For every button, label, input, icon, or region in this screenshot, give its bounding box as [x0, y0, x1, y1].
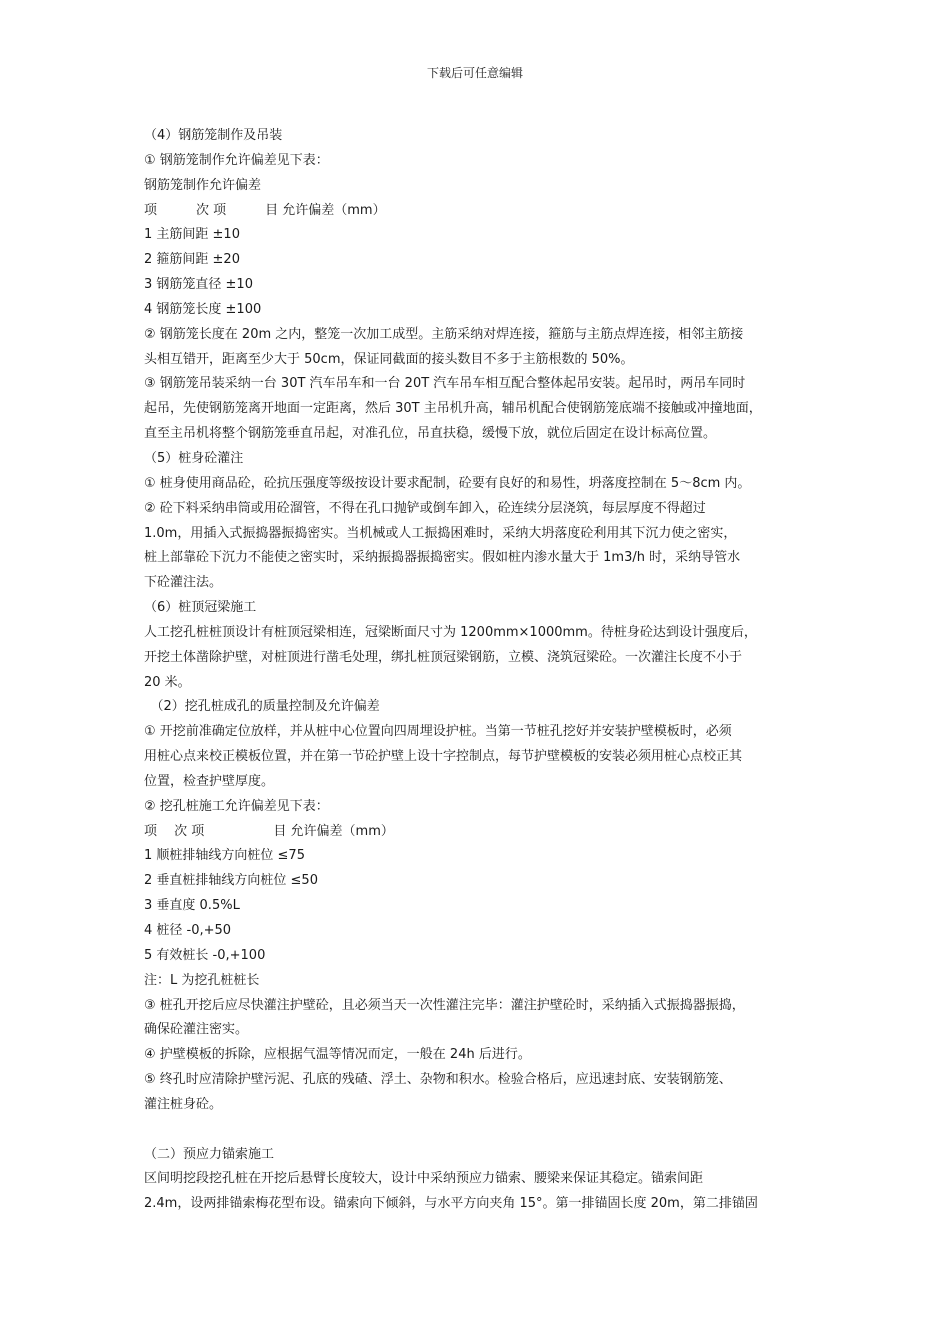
- page-header: 下载后可任意编辑: [426, 66, 523, 80]
- text-line: 1.0m，用插入式振捣器振捣密实。当机械或人工振捣困难时，采纳大坍落度砼利用其下沉力使之密实，: [144, 525, 737, 541]
- text-line: 项 次 项 目 允许偏差（mm）: [144, 823, 394, 839]
- text-line: 项 次 项 目 允许偏差（mm）: [144, 202, 386, 218]
- text-line: ⑤ 终孔时应清除护壁污泥、孔底的残碴、浮土、杂物和积水。检验合格后，应迅速封底、安装钢筋笼、: [144, 1072, 732, 1088]
- text-line: 钢筋笼制作允许偏差: [144, 177, 262, 193]
- text-line: 用桩心点来校正模板位置，并在第一节砼护壁上设十字控制点，每节护壁模板的安装必须用桩心点校正其: [144, 749, 743, 765]
- text-line: 注：L 为挖孔桩桩长: [144, 972, 260, 988]
- text-line: ② 砼下料采纳串筒或用砼溜管，不得在孔口抛铲或倒车卸入，砼连续分层浇筑，每层厚度不得超过: [144, 500, 706, 516]
- text-line: 4 钢筋笼长度 ±100: [144, 301, 262, 317]
- text-line: 5 有效桩长 -0,+100: [144, 947, 266, 963]
- text-line: 2.4m，设两排锚索梅花型布设。锚索向下倾斜，与水平方向夹角 15°。第一排锚固长度 20m，第二排锚固: [144, 1196, 758, 1212]
- document-body: [144, 124, 824, 1217]
- text-line: 下砼灌注法。: [144, 575, 223, 591]
- text-line: （5）桩身砼灌注: [144, 450, 244, 466]
- text-line: 20 米。: [144, 674, 191, 690]
- text-line: 桩上部靠砼下沉力不能使之密实时，采纳振捣器振捣密实。假如桩内渗水量大于 1m3/h 时，采纳导管水: [144, 550, 741, 566]
- text-line: 1 主筋间距 ±10: [144, 227, 240, 243]
- text-line: ① 开挖前准确定位放样，并从桩中心位置向四周埋设护桩。当第一节桩孔挖好并安装护壁模板时，必须: [144, 724, 732, 740]
- text-line: ② 挖孔桩施工允许偏差见下表：: [144, 798, 329, 814]
- text-line: 3 钢筋笼直径 ±10: [144, 277, 253, 293]
- text-line: （2）挖孔桩成孔的质量控制及允许偏差: [144, 699, 380, 715]
- text-line: ③ 桩孔开挖后应尽快灌注护壁砼，且必须当天一次性灌注完毕：灌注护壁砼时，采纳插入式振捣器振捣，: [144, 997, 745, 1013]
- text-line: ④ 护壁模板的拆除，应根据气温等情况而定，一般在 24h 后进行。: [144, 1047, 531, 1063]
- text-line: （4）钢筋笼制作及吊装: [144, 128, 283, 143]
- text-line: 确保砼灌注密实。: [144, 1022, 249, 1038]
- text-line: ③ 钢筋笼吊装采纳一台 30T 汽车吊车和一台 20T 汽车吊车相互配合整体起吊安装。起吊时，两吊车同时: [144, 376, 746, 392]
- text-line: 位置，检查护壁厚度。: [144, 773, 275, 789]
- text-line: 灌注桩身砼。: [144, 1096, 223, 1112]
- text-line: 2 垂直桩排轴线方向桩位 ≤50: [144, 873, 318, 889]
- blank-line: [144, 1118, 824, 1143]
- text-line: 直至主吊机将整个钢筋笼垂直吊起，对准孔位，吊直扶稳，缓慢下放，就位后固定在设计标高位置。: [144, 426, 717, 442]
- text-line: ① 钢筋笼制作允许偏差见下表：: [144, 152, 329, 168]
- text-line: 2 箍筋间距 ±20: [144, 252, 240, 268]
- text-line: 3 垂直度 0.5%L: [144, 898, 240, 914]
- text-line: 4 桩径 -0,+50: [144, 923, 232, 938]
- text-line: 开挖土体凿除护壁，对桩顶进行凿毛处理，绑扎桩顶冠梁钢筋，立模、浇筑冠梁砼。一次灌注长度不小于: [144, 649, 743, 665]
- text-line: ① 桩身使用商品砼，砼抗压强度等级按设计要求配制，砼要有良好的和易性，坍落度控制在 5～8cm 内。: [144, 475, 751, 491]
- text-line: 人工挖孔桩桩顶设计有桩顶冠梁相连，冠梁断面尺寸为 1200mm×1000mm。待桩身砼达到设计强度后，: [144, 624, 757, 640]
- text-line: （二）预应力锚索施工: [144, 1146, 275, 1162]
- text-line: ② 钢筋笼长度在 20m 之内，整笼一次加工成型。主筋采纳对焊连接，箍筋与主筋点焊连接，相邻主筋接: [144, 326, 744, 342]
- text-line: 起吊，先使钢筋笼离开地面一定距离，然后 30T 主吊机升高，辅吊机配合使钢筋笼底端不接触或冲撞地面，: [144, 401, 762, 417]
- text-line: 头相互错开，距离至少大于 50cm，保证同截面的接头数目不多于主筋根数的 50%。: [144, 351, 634, 367]
- text-line: 区间明挖段挖孔桩在开挖后悬臂长度较大，设计中采纳预应力锚索、腰梁来保证其稳定。锚索间距: [144, 1171, 704, 1187]
- text-line: （6）桩顶冠梁施工: [144, 600, 257, 616]
- text-line: 1 顺桩排轴线方向桩位 ≤75: [144, 848, 305, 864]
